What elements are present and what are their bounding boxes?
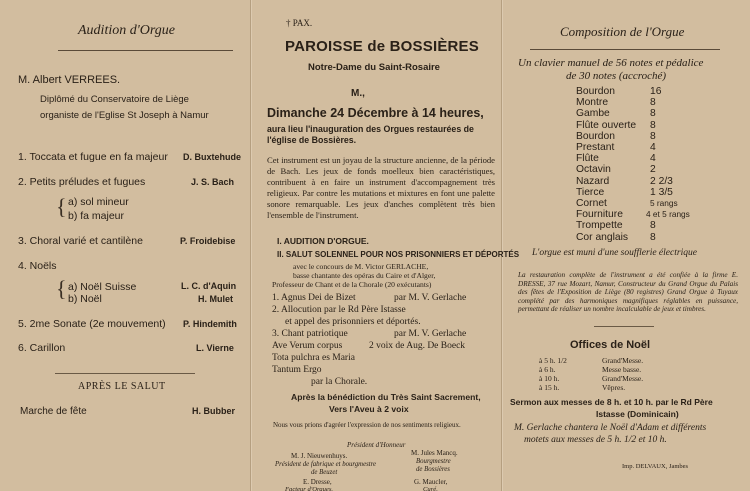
salut-performer: par M. V. Gerlache bbox=[394, 293, 467, 303]
part-two-sub: avec le concours de M. Victor GERLACHE, bbox=[293, 262, 429, 271]
salut-item: Tota pulchra es Maria bbox=[272, 353, 355, 363]
sentiments-text: Nous vous prions d'agréer l'expression de nos sentiments religieux. bbox=[273, 421, 461, 429]
program-title: a) Noël Suisse bbox=[68, 281, 137, 293]
office-time: à 5 h. 1/2 bbox=[539, 356, 567, 365]
salut-item: 1. Agnus Dei de Bizet bbox=[272, 293, 356, 303]
program-title: 4. Noëls bbox=[18, 260, 57, 272]
pax-line: † PAX. bbox=[286, 18, 313, 28]
salut-item: 3. Chant patriotique bbox=[272, 329, 348, 339]
divider bbox=[530, 49, 720, 50]
stop-value: 8 bbox=[650, 231, 656, 243]
signatory: M. Jules Mancq. bbox=[411, 449, 458, 457]
middle-panel bbox=[251, 0, 520, 491]
manual-intro-2: de 30 notes (accroché) bbox=[566, 70, 667, 82]
signatory-role: Curé. bbox=[423, 486, 438, 491]
stop-row bbox=[576, 220, 746, 231]
divider bbox=[55, 373, 195, 374]
stop-row bbox=[576, 86, 746, 97]
stop-value: 4 bbox=[650, 142, 656, 153]
stop-name: Bourdon bbox=[576, 86, 615, 97]
stop-row bbox=[576, 153, 746, 164]
stop-row bbox=[576, 108, 746, 119]
signatory-role: Bourgmestre bbox=[416, 458, 451, 465]
program-composer: L. Vierne bbox=[196, 343, 234, 353]
program-composer: H. Mulet bbox=[198, 294, 233, 304]
program-composer: P. Hindemith bbox=[183, 319, 237, 329]
closing-line-1: Après la bénédiction du Très Saint Sacrement, bbox=[291, 392, 481, 402]
office-time: à 6 h. bbox=[539, 365, 556, 374]
stop-row bbox=[576, 232, 746, 243]
sermon-line-2: Istasse (Dominicain) bbox=[596, 409, 679, 419]
stop-name: Octavin bbox=[576, 164, 611, 176]
program-title: a) sol mineur bbox=[68, 196, 129, 208]
printer-credit: Imp. DELVAUX, Jambes bbox=[622, 463, 689, 470]
salut-item: 2. Allocution par le Rd Père Istasse bbox=[272, 305, 406, 315]
signatory: E. Dresse, bbox=[303, 478, 332, 486]
wind-note: L'orgue est muni d'une soufflerie électrique bbox=[532, 248, 697, 258]
signatory: M. J. Nieuwenhuys. bbox=[291, 452, 348, 460]
stop-name: Cornet bbox=[576, 198, 607, 209]
divider bbox=[58, 50, 233, 51]
stop-name: Flûte bbox=[576, 153, 599, 165]
stop-row bbox=[576, 131, 746, 142]
salut-item: et appel des prisonniers et déportés. bbox=[285, 317, 421, 327]
program-composer: J. S. Bach bbox=[191, 177, 235, 187]
program-title: b) fa majeur bbox=[68, 210, 125, 222]
part-one: I. AUDITION D'ORGUE. bbox=[277, 236, 369, 246]
program-title: 1. Toccata et fugue en fa majeur bbox=[18, 151, 168, 163]
stop-name: Flûte ouverte bbox=[576, 119, 637, 131]
right-title: Composition de l'Orgue bbox=[560, 24, 685, 39]
gerlache-line-2: motets aux messes de 5 h. 1/2 et 10 h. bbox=[524, 435, 667, 445]
program-title: 6. Carillon bbox=[18, 342, 66, 354]
stop-value: 8 bbox=[650, 119, 656, 131]
parish-title: PAROISSE de BOSSIÈRES bbox=[285, 38, 479, 55]
offices-title: Offices de Noël bbox=[570, 339, 651, 351]
office-name: Grand'Messe. bbox=[602, 356, 644, 365]
honor-heading: Président d'Honneur bbox=[347, 441, 406, 449]
stop-row bbox=[576, 187, 746, 198]
stop-row bbox=[576, 176, 746, 187]
salut-performer: par M. V. Gerlache bbox=[394, 329, 467, 339]
stop-value: 2 bbox=[650, 164, 656, 176]
program-title: 5. 2me Sonate (2e mouvement) bbox=[18, 318, 166, 330]
instrument-description: Cet instrument est un joyau de la structure ancienne, de la période de Bach. Les jeux de fonds moelleux bien caractéristiques, contribuent à en faire un instrument d'accompagnement très religieux. Par contre les mutations et mixtures en font une palette sonore remarquable. Les jeux d'anches complètent très bien l'ensemble de l'instrument. bbox=[267, 155, 495, 220]
part-two-sub: basse chantante des opéras du Caire et d'Alger, bbox=[293, 271, 436, 280]
brace-glyph: { bbox=[56, 276, 67, 301]
closing-line-2: Vers l'Aveu à 2 voix bbox=[329, 404, 409, 414]
stop-value: 4 bbox=[650, 153, 656, 165]
salutation: M., bbox=[351, 88, 365, 99]
program-composer: P. Froidebise bbox=[180, 236, 236, 246]
salut-item: par la Chorale. bbox=[311, 377, 368, 387]
signatory-role: de Beuzet bbox=[311, 469, 338, 476]
part-two: II. SALUT SOLENNEL POUR NOS PRISONNIERS ET DÉPORTÉS bbox=[277, 250, 520, 259]
brace-glyph: { bbox=[56, 194, 67, 219]
organist-name: M. Albert VERREES. bbox=[18, 74, 121, 86]
restoration-note: La restauration complète de l'instrument a été confiée à la firme E. DRESSE, 37 rue Mozart, Namur, Constructeur du Grand Orgue du Palais des fêtes de l'Exposition de Liège (80 registres) Grand Orgue à Tuyaux complété par des harmoniques magnifiques réglables en puissance, permettant de réaliser un nombre incalculable de jeux et timbres. bbox=[518, 271, 738, 314]
stop-value: 5 rangs bbox=[650, 198, 678, 208]
date-line: Dimanche 24 Décembre à 14 heures, bbox=[267, 106, 484, 120]
office-name: Grand'Messe. bbox=[602, 374, 644, 383]
program-title: 2. Petits préludes et fugues bbox=[18, 176, 146, 188]
stop-value: 4 et 5 rangs bbox=[646, 209, 690, 220]
after-composer: H. Bubber bbox=[192, 406, 236, 416]
stop-name: Nazard bbox=[576, 175, 610, 187]
organist-line-1: Diplômé du Conservatoire de Liège bbox=[40, 94, 189, 105]
signatory-role: de Bossières bbox=[416, 466, 450, 473]
stop-name: Gambe bbox=[576, 108, 610, 120]
signatory-role: Facteur d'Orgues. bbox=[285, 486, 334, 491]
stop-value: 1 3/5 bbox=[650, 186, 673, 198]
stop-value: 8 bbox=[650, 130, 656, 142]
stop-value: 8 bbox=[650, 220, 656, 232]
stop-name: Trompette bbox=[576, 220, 623, 232]
salut-performer: 2 voix de Aug. De Boeck bbox=[369, 341, 466, 351]
stop-value: 8 bbox=[650, 108, 656, 120]
signatory: G. Maucler, bbox=[414, 478, 448, 486]
stop-row bbox=[576, 120, 746, 131]
stop-name: Prestant bbox=[576, 142, 615, 153]
program-composer: L. C. d'Aquin bbox=[181, 281, 237, 291]
left-panel bbox=[0, 0, 250, 491]
stop-name: Cor anglais bbox=[576, 231, 629, 243]
after-title: Marche de fête bbox=[20, 406, 87, 417]
gerlache-line-1: M. Gerlache chantera le Noël d'Adam et différents bbox=[514, 423, 707, 433]
office-time: à 10 h. bbox=[539, 374, 560, 383]
stop-name: Fourniture bbox=[576, 209, 623, 221]
stop-row bbox=[576, 97, 746, 108]
part-two-sub: Professeur de Chant et de la Chorale (20 exécutants) bbox=[272, 280, 432, 289]
stop-row bbox=[576, 198, 746, 209]
program-title: 3. Choral varié et cantilène bbox=[18, 235, 143, 247]
program-composer: D. Buxtehude bbox=[183, 152, 242, 162]
after-heading: APRÈS LE SALUT bbox=[78, 381, 166, 392]
left-title: Audition d'Orgue bbox=[78, 23, 175, 38]
stop-name: Bourdon bbox=[576, 130, 615, 142]
stop-value: 16 bbox=[650, 86, 662, 97]
announcement: aura lieu l'inauguration des Orgues restaurées de l'église de Bossières. bbox=[267, 124, 474, 145]
church-name: Notre-Dame du Saint-Rosaire bbox=[308, 62, 440, 73]
stop-row bbox=[576, 142, 746, 153]
divider bbox=[594, 326, 654, 327]
stop-value: 8 bbox=[650, 97, 656, 109]
office-name: Messe basse. bbox=[602, 365, 642, 374]
stop-row bbox=[576, 164, 746, 175]
right-panel bbox=[502, 0, 750, 491]
manual-intro-1: Un clavier manuel de 56 notes et pédalice bbox=[518, 57, 704, 69]
program-title: b) Noël bbox=[68, 293, 102, 305]
salut-item: Tantum Ergo bbox=[272, 365, 322, 375]
stop-name: Tierce bbox=[576, 186, 605, 198]
stop-name: Montre bbox=[576, 97, 609, 109]
office-name: Vêpres. bbox=[602, 383, 626, 392]
salut-item: Ave Verum corpus bbox=[272, 341, 343, 351]
sermon-line-1: Sermon aux messes de 8 h. et 10 h. par le Rd Père bbox=[510, 397, 713, 407]
signatory-role: Président de fabrique et bourgmestre bbox=[275, 461, 377, 468]
stop-value: 2 2/3 bbox=[650, 175, 673, 187]
stop-row bbox=[576, 209, 746, 220]
organist-line-2: organiste de l'Eglise St Joseph à Namur bbox=[40, 110, 209, 121]
office-time: à 15 h. bbox=[539, 383, 560, 392]
